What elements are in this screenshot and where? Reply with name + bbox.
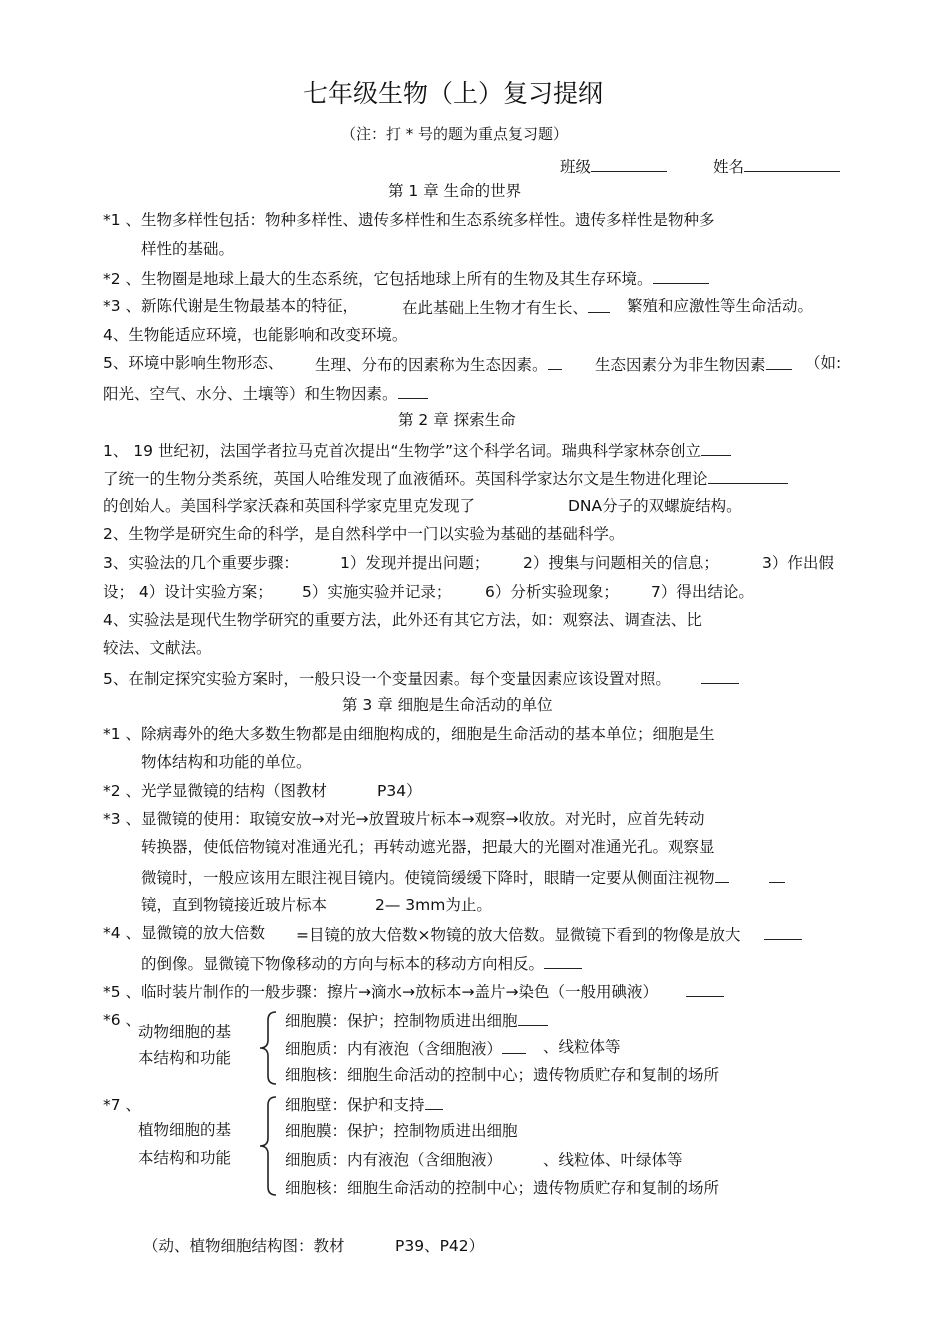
name-blank [744,155,840,172]
ch3-item-3-line-3-text: 微镜时，一般应该用左眼注视目镜内。使镜筒缓缓下降时，眼睛一定要从侧面注视物 [141,869,715,887]
plant-cell-cytoplasm-a: 细胞质：内有液泡（含细胞液） [285,1151,503,1169]
class-blank [591,155,667,172]
ch3-item-2-part-2: P34） [377,782,422,800]
ch3-item-7-number: *7 、 [103,1096,142,1114]
answer-blank [425,1093,443,1110]
ch3-item-3-line-2: 转换器，使低倍物镜对准通光孔；再转动遮光器，把最大的光圈对准通光孔。观察显 [141,838,715,856]
plant-cell-label-line-2: 本结构和功能 [138,1149,232,1167]
ch3-item-3-line-4-part-1: 镜，直到物镜接近玻片标本 [141,896,328,914]
ch3-item-1-line-1: *1 、除病毒外的绝大多数生物都是由细胞构成的，细胞是生命活动的基本单位；细胞是生 [103,725,715,743]
answer-blank [502,1037,526,1054]
ch3-item-4-line-2-text: 的倒像。显微镜下物像移动的方向与标本的移动方向相反。 [141,955,545,973]
answer-blank [548,353,562,370]
ch1-item-5-line-2 [103,382,428,404]
ch3-item-4-part-2-text: =目镜的放大倍数×物镜的放大倍数。显微镜下看到的物像是放大 [296,926,741,944]
ch2-item-1-line-1 [103,439,731,461]
plant-cell-cytoplasm-b: 、线粒体、叶绿体等 [543,1151,683,1169]
name-field [713,155,840,177]
ch2-item-3-step-e: 设； 4）设计实验方案； [103,583,273,601]
animal-cell-membrane-text: 细胞膜：保护；控制物质进出细胞 [285,1012,518,1030]
animal-cell-membrane [285,1009,548,1031]
plant-cell-wall [285,1093,443,1115]
ch3-item-3-line-3 [141,866,785,888]
ch1-item-3-part-2-text: 在此基础上生物才有生长、 [402,299,589,317]
ch3-item-4-line-2 [141,952,582,974]
ch1-item-1-line-2: 样性的基础。 [141,240,235,258]
ch2-item-3-step-b: 1）发现并提出问题； [340,554,490,572]
answer-blank [518,1009,548,1026]
ch1-item-5-part-2-text: 生理、分布的因素称为生态因素。 [315,356,548,374]
ch1-item-5-part-4: （如: [805,354,842,372]
ch2-item-1-line-1-text: 1、 19 世纪初，法国学者拉马克首次提出“生物学”这个科学名词。瑞典科学家林奈创立 [103,442,702,460]
ch2-item-1-line-2-text: 了统一的生物分类系统，英国人哈维发现了血液循环。英国科学家达尔文是生物进化理论 [103,470,708,488]
plant-cell-label-line-1: 植物细胞的基 [138,1121,232,1139]
ch3-item-2-part-1: *2 、光学显微镜的结构（图教材 [103,782,328,800]
figure-reference-part-1: （动、植物细胞结构图：教材 [143,1237,345,1255]
ch3-item-5-text: *5 、临时装片制作的一般步骤：擦片→滴水→放标本→盖片→染色（一般用碘液） [103,983,658,1001]
ch3-item-4-part-2 [296,923,802,945]
answer-blank [701,667,739,684]
ch2-item-5 [103,667,739,689]
animal-cell-brace [256,1010,280,1086]
ch3-item-6-number: *6 、 [103,1011,142,1029]
answer-blank [708,467,788,484]
chapter-2-heading: 第 2 章 探索生命 [398,411,516,429]
answer-blank [544,952,582,969]
ch2-item-4-line-2: 较法、文献法。 [103,639,212,657]
answer-blank [764,923,802,940]
answer-blank [588,296,610,313]
ch2-item-3-step-f: 5）实施实验并记录； [302,583,452,601]
plant-cell-brace [256,1095,280,1197]
review-note: （注：打 * 号的题为重点复习题） [341,125,569,143]
ch1-item-5-part-3 [595,353,792,375]
animal-cell-label-line-1: 动物细胞的基 [138,1023,232,1041]
animal-cell-cytoplasm-a [285,1037,526,1059]
chapter-3-heading: 第 3 章 细胞是生命活动的单位 [342,696,553,714]
ch1-item-2-text: *2 、生物圈是地球上最大的生态系统，它包括地球上所有的生物及其生存环境。 [103,270,653,288]
answer-blank [653,267,709,284]
ch2-item-3-step-h: 7）得出结论。 [651,583,754,601]
ch1-item-4: 4、生物能适应环境，也能影响和改变环境。 [103,326,408,344]
answer-blank [686,980,724,997]
ch2-item-1-line-3-part-2: DNA分子的双螺旋结构。 [568,497,742,515]
ch1-item-3-part-3: 繁殖和应激性等生命活动。 [627,297,814,315]
answer-blank [766,353,792,370]
ch1-item-5-line-2-text: 阳光、空气、水分、土壤等）和生物因素。 [103,385,398,403]
ch3-item-3-line-1: *3 、显微镜的使用：取镜安放→对光→放置玻片标本→观察→收放。对光时，应首先转动 [103,810,705,828]
plant-cell-wall-text: 细胞壁：保护和支持 [285,1096,425,1114]
ch2-item-3-step-c: 2）搜集与问题相关的信息； [523,554,719,572]
ch1-item-3-part-1: *3 、新陈代谢是生物最基本的特征， [103,297,359,315]
ch1-item-2 [103,267,709,289]
answer-blank [701,439,731,456]
ch3-item-3-line-4-part-2: 2— 3mm为止。 [375,896,492,914]
ch2-item-2: 2、生物学是研究生命的科学，是自然科学中一门以实验为基础的基础科学。 [103,525,625,543]
ch1-item-5-part-1: 5、环境中影响生物形态、 [103,354,284,372]
figure-reference-part-2: P39、P42） [395,1237,485,1255]
ch2-item-5-text: 5、在制定探究实验方案时，一般只设一个变量因素。每个变量因素应该设置对照。 [103,670,671,688]
ch1-item-5-part-3-text: 生态因素分为非生物因素 [595,356,766,374]
animal-cell-nucleus: 细胞核：细胞生命活动的控制中心；遗传物质贮存和复制的场所 [285,1066,720,1084]
page-title: 七年级生物（上）复习提纲 [303,79,604,108]
ch3-item-4-part-1: *4 、显微镜的放大倍数 [103,924,266,942]
ch3-item-1-line-2: 物体结构和功能的单位。 [141,753,312,771]
plant-cell-nucleus: 细胞核：细胞生命活动的控制中心；遗传物质贮存和复制的场所 [285,1179,720,1197]
ch2-item-3-step-a: 3、实验法的几个重要步骤： [103,554,299,572]
ch2-item-1-line-2 [103,467,788,489]
ch2-item-1-line-3-part-1: 的创始人。美国科学家沃森和英国科学家克里克发现了 [103,497,476,515]
plant-cell-membrane: 细胞膜：保护；控制物质进出细胞 [285,1122,518,1140]
ch2-item-3-step-d: 3）作出假 [762,554,834,572]
answer-blank [715,866,729,883]
ch3-item-5 [103,980,724,1002]
answer-blank [769,866,785,883]
animal-cell-cytoplasm-a-text: 细胞质：内有液泡（含细胞液） [285,1040,503,1058]
animal-cell-cytoplasm-b: 、线粒体等 [543,1038,621,1056]
chapter-1-heading: 第 1 章 生命的世界 [388,182,522,200]
ch1-item-1-line-1: *1 、生物多样性包括：物种多样性、遗传多样性和生态系统多样性。遗传多样性是物种多 [103,211,715,229]
ch2-item-4-line-1: 4、实验法是现代生物学研究的重要方法，此外还有其它方法，如：观察法、调查法、比 [103,611,702,629]
class-label: 班级 [560,158,592,176]
ch1-item-3-part-2 [402,296,610,318]
class-field [560,155,667,177]
name-label: 姓名 [713,158,745,176]
ch2-item-3-step-g: 6）分析实验现象； [485,583,619,601]
ch1-item-5-part-2 [315,353,562,375]
answer-blank [398,382,428,399]
animal-cell-label-line-2: 本结构和功能 [138,1049,232,1067]
